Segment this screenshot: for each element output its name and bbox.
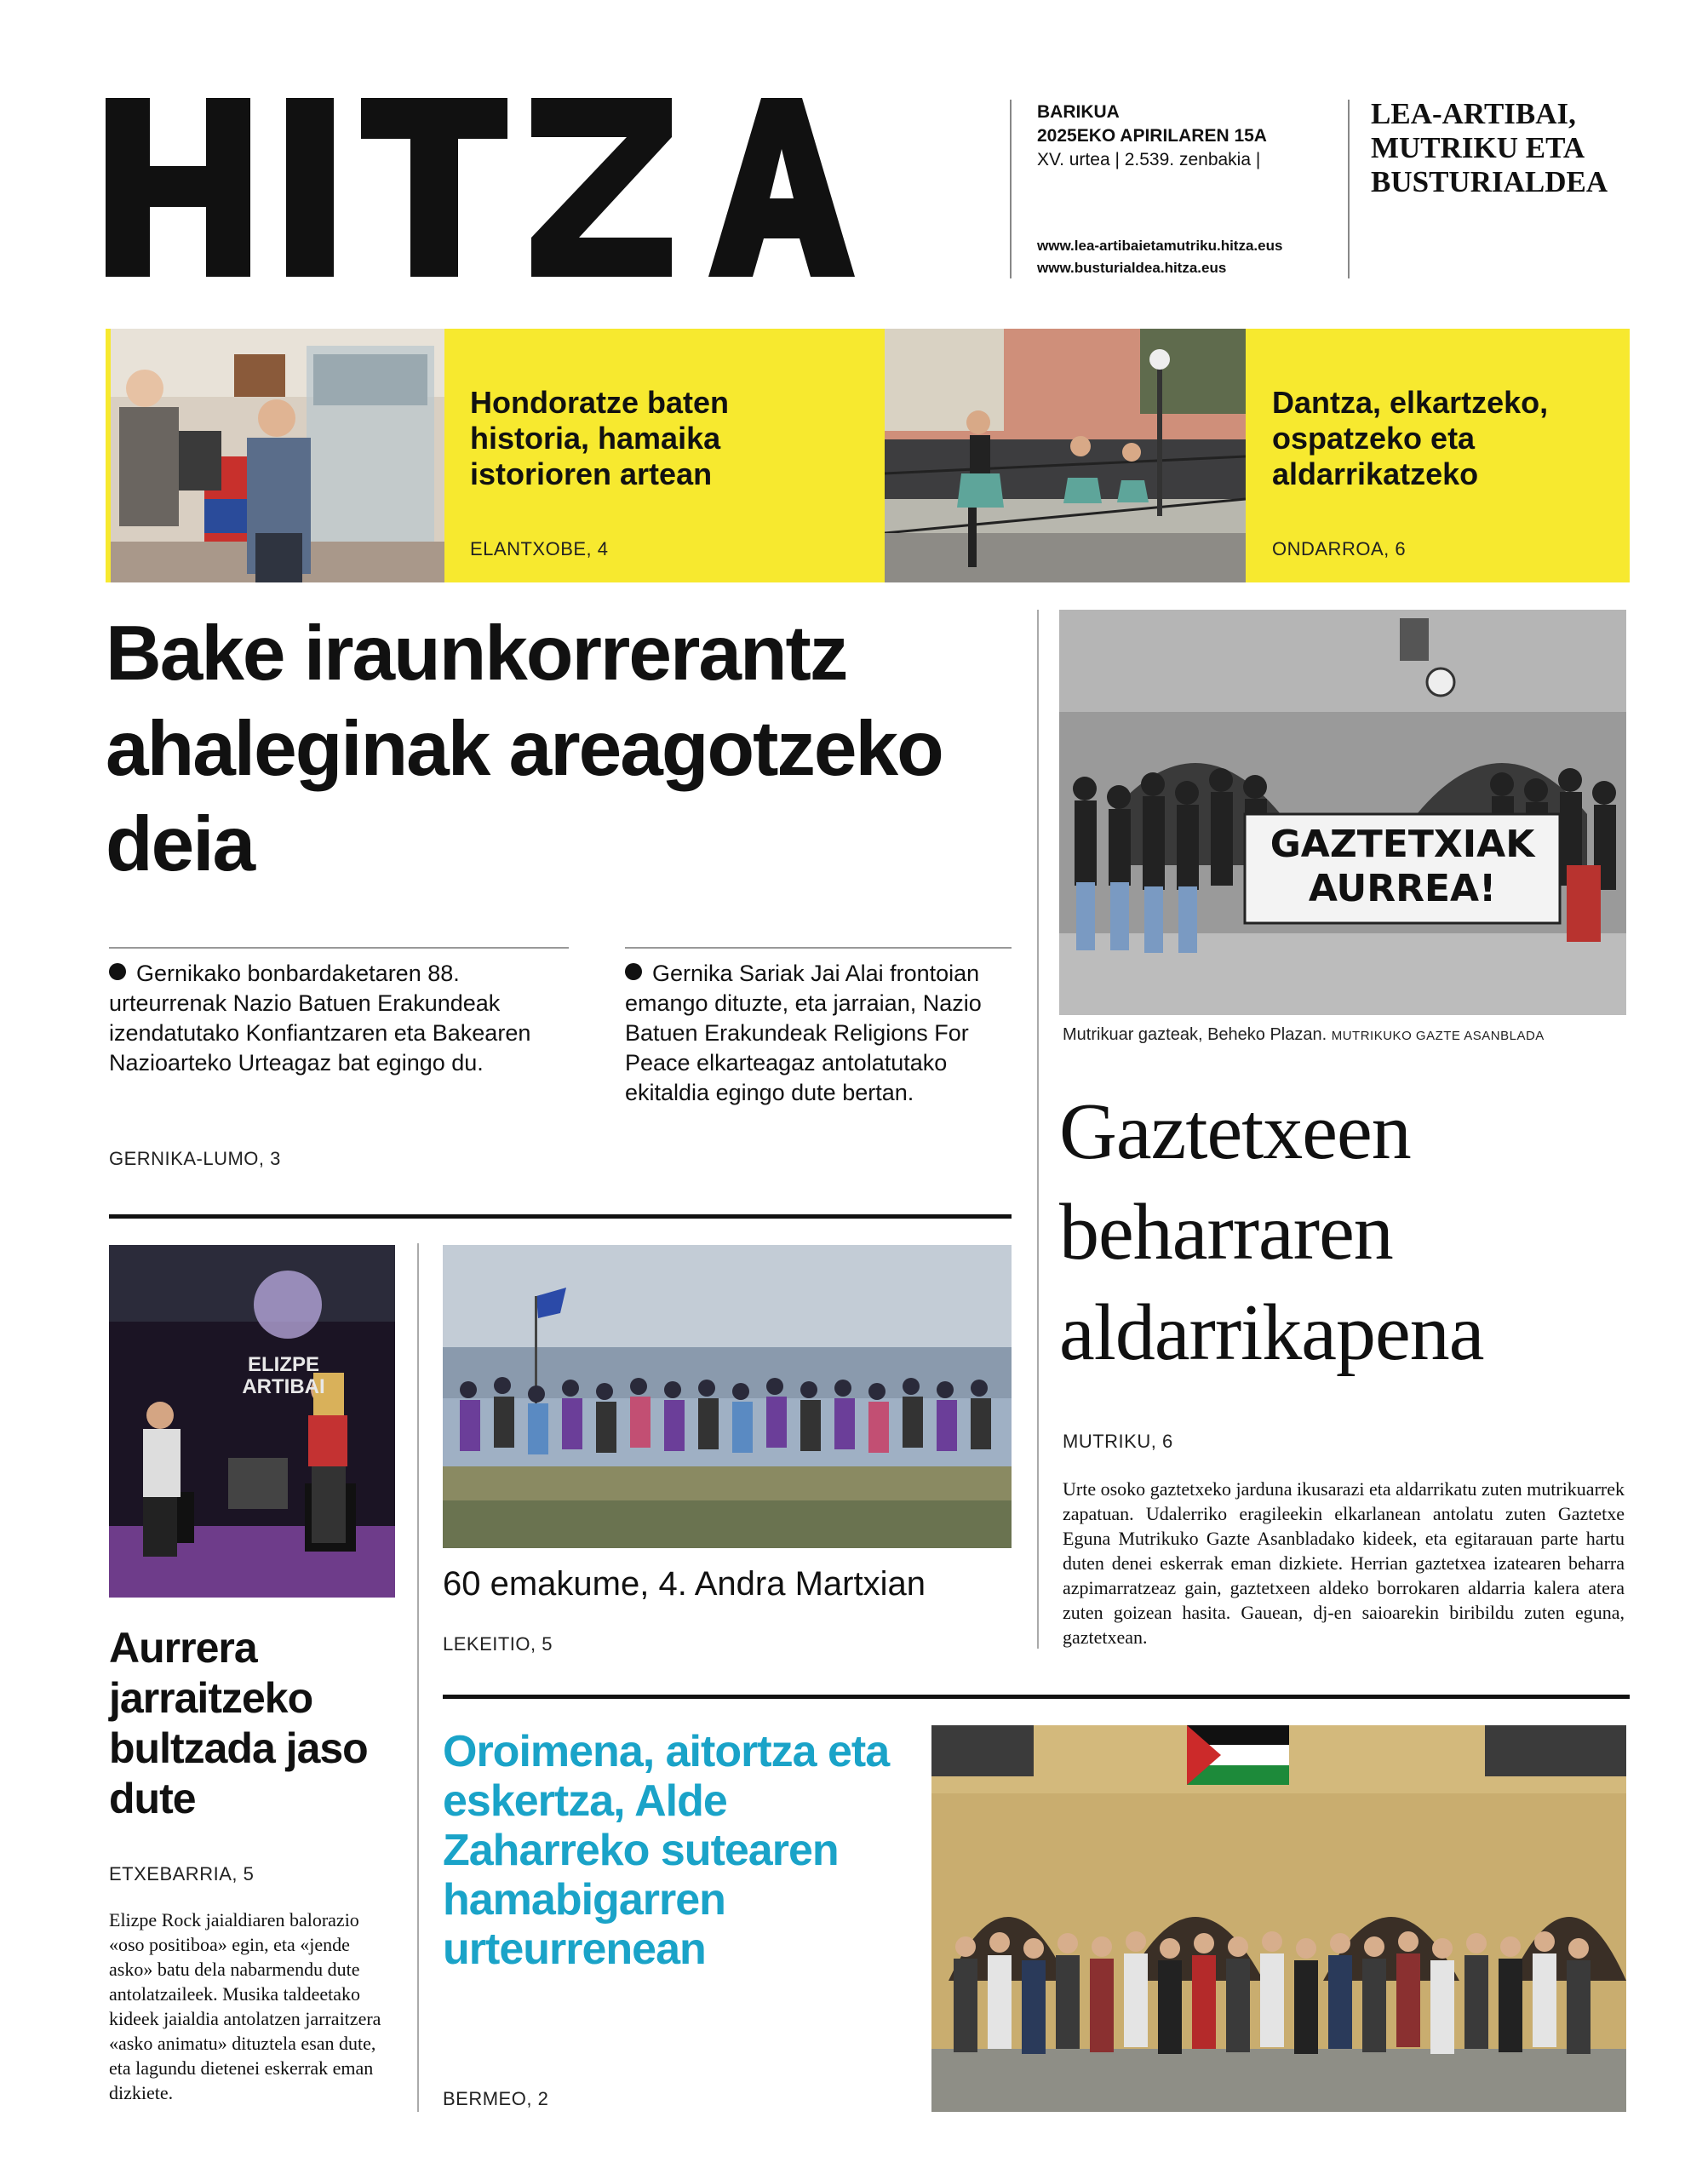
elizpe-photo[interactable]: [109, 1245, 395, 1598]
lead-bottom-rule: [109, 1214, 1012, 1219]
elizpe-body: Elizpe Rock jaialdiaren balorazio «oso positiboa» egin, eta «jende asko» batu dela nabarmendu dute antolatzaileek. Musika taldeetako kideek jaialdia antolatzen jarraitzera «asko animatu» dituztela esan dute, eta lagundu dietenei eskerrak eman dizkiete.: [109, 1909, 381, 2103]
lead-bullet-2-text: Gernika Sariak Jai Alai frontoian emango dituzte, eta jarraian, Nazio Batuen Erakundeak Religions For Peace elkarteagaz antolatutako ekitaldia egingo dute bertan.: [625, 961, 982, 1105]
teaser-2-section: ONDARROA, 6: [1272, 538, 1407, 559]
elizpe-stage-text: ELIZPE ARTIBAI: [242, 1353, 325, 1398]
left-column-divider: [417, 1243, 419, 2112]
date-label: 2025EKO APIRILAREN 15A: [1037, 126, 1267, 146]
hitza-logo: [106, 89, 855, 285]
teaser-1[interactable]: [470, 385, 759, 492]
lead-headline[interactable]: Bake iraunkorrerantz ahaleginak areagotzeko deia: [106, 611, 943, 887]
teaser-2[interactable]: [1272, 385, 1596, 492]
masthead-logo: [106, 89, 855, 285]
lead-bullet-2: [625, 959, 1012, 1108]
edition-label: XV. urtea | 2.539. zenbakia |: [1037, 150, 1261, 169]
masthead-divider-2: [1348, 100, 1350, 278]
lead-bullet-1: [109, 959, 569, 1078]
lead-col2-rule: [625, 947, 1012, 949]
bermeo-headline[interactable]: Oroimena, aitortza eta eskertza, Alde Zaharreko sutearen hamabigarren urteurrenean: [443, 1727, 890, 1974]
andra-martxa-headline[interactable]: 60 emakume, 4. Andra Martxian: [443, 1565, 926, 1603]
url-lea-artibai[interactable]: www.lea-artibaietamutriku.hitza.eus: [1037, 238, 1283, 254]
masthead-dateline: [1037, 100, 1327, 172]
lead-section: GERNIKA-LUMO, 3: [109, 1148, 281, 1169]
masthead-divider-1: [1010, 100, 1012, 278]
bermeo-top-rule: [443, 1695, 1630, 1699]
bullet-dot-icon: [109, 963, 126, 980]
lead-col1-rule: [109, 947, 569, 949]
teaser-photo-dance[interactable]: [885, 329, 1246, 582]
bermeo-photo[interactable]: [931, 1725, 1626, 2112]
bermeo-section: BERMEO, 2: [443, 2088, 549, 2109]
masthead-urls: [1037, 235, 1344, 279]
elizpe-section: ETXEBARRIA, 5: [109, 1863, 255, 1885]
teaser-photo-museum[interactable]: [111, 329, 444, 582]
elizpe-headline[interactable]: Aurrera jarraitzeko bultzada jaso dute: [109, 1624, 368, 1822]
mutriku-banner-text: GAZTETXIAK AURREA!: [1270, 823, 1535, 910]
andra-martxa-photo[interactable]: [443, 1245, 1012, 1548]
teaser-1-section: ELANTXOBE, 4: [470, 538, 609, 559]
mutriku-photo[interactable]: [1059, 610, 1626, 1015]
mutriku-body: Urte osoko gaztetxeko jarduna ikusarazi eta aldarrikatu zuten mutrikuarrek zapatuan. Udalerriko eragileekin elkarlanean antolatu zuten Gaztetxe Eguna Mutrikuko Gazte Asanbladako kideek, eta egitarauan parte hartu duten denei eskerrak eman dizkiete. Herrian gaztetxea izatearen beharra azpimarratzeaz gain, gaztetxeen aldeko borrokaren aldarria kalera atera zuten goizean hasita. Gauean, dj-en saioarekin biribildu zuten eguna, gaztetxean.: [1063, 1478, 1625, 1648]
teaser-2-title[interactable]: Dantza, elkartzeko, ospatzeko eta aldarrikatzeko: [1272, 385, 1549, 491]
region-label: LEA-ARTIBAI, MUTRIKU ETA BUSTURIALDEA: [1371, 97, 1608, 198]
day-label: BARIKUA: [1037, 102, 1120, 122]
lead-bullet-1-text: Gernikako bonbardaketaren 88. urteurrenak Nazio Batuen Erakundeak izendatutako Konfiantzaren eta Bakearen Nazioarteko Urteagaz bat egingo du.: [109, 961, 531, 1076]
mutriku-caption-block: [1063, 1025, 1625, 1045]
bullet-dot-icon: [625, 963, 642, 980]
mutriku-caption: Mutrikuar gazteak, Beheko Plazan.: [1063, 1025, 1327, 1044]
url-busturialdea[interactable]: www.busturialdea.hitza.eus: [1037, 260, 1227, 276]
mutriku-credit: MUTRIKUKO GAZTE ASANBLADA: [1331, 1029, 1545, 1043]
mutriku-headline[interactable]: Gaztetxeen beharraren aldarrikapena: [1059, 1087, 1484, 1377]
teaser-1-title[interactable]: Hondoratze baten historia, hamaika istorioren artean: [470, 385, 730, 491]
right-column-divider: [1037, 610, 1039, 1649]
mutriku-section: MUTRIKU, 6: [1063, 1431, 1173, 1452]
andra-martxa-section: LEKEITIO, 5: [443, 1633, 553, 1655]
